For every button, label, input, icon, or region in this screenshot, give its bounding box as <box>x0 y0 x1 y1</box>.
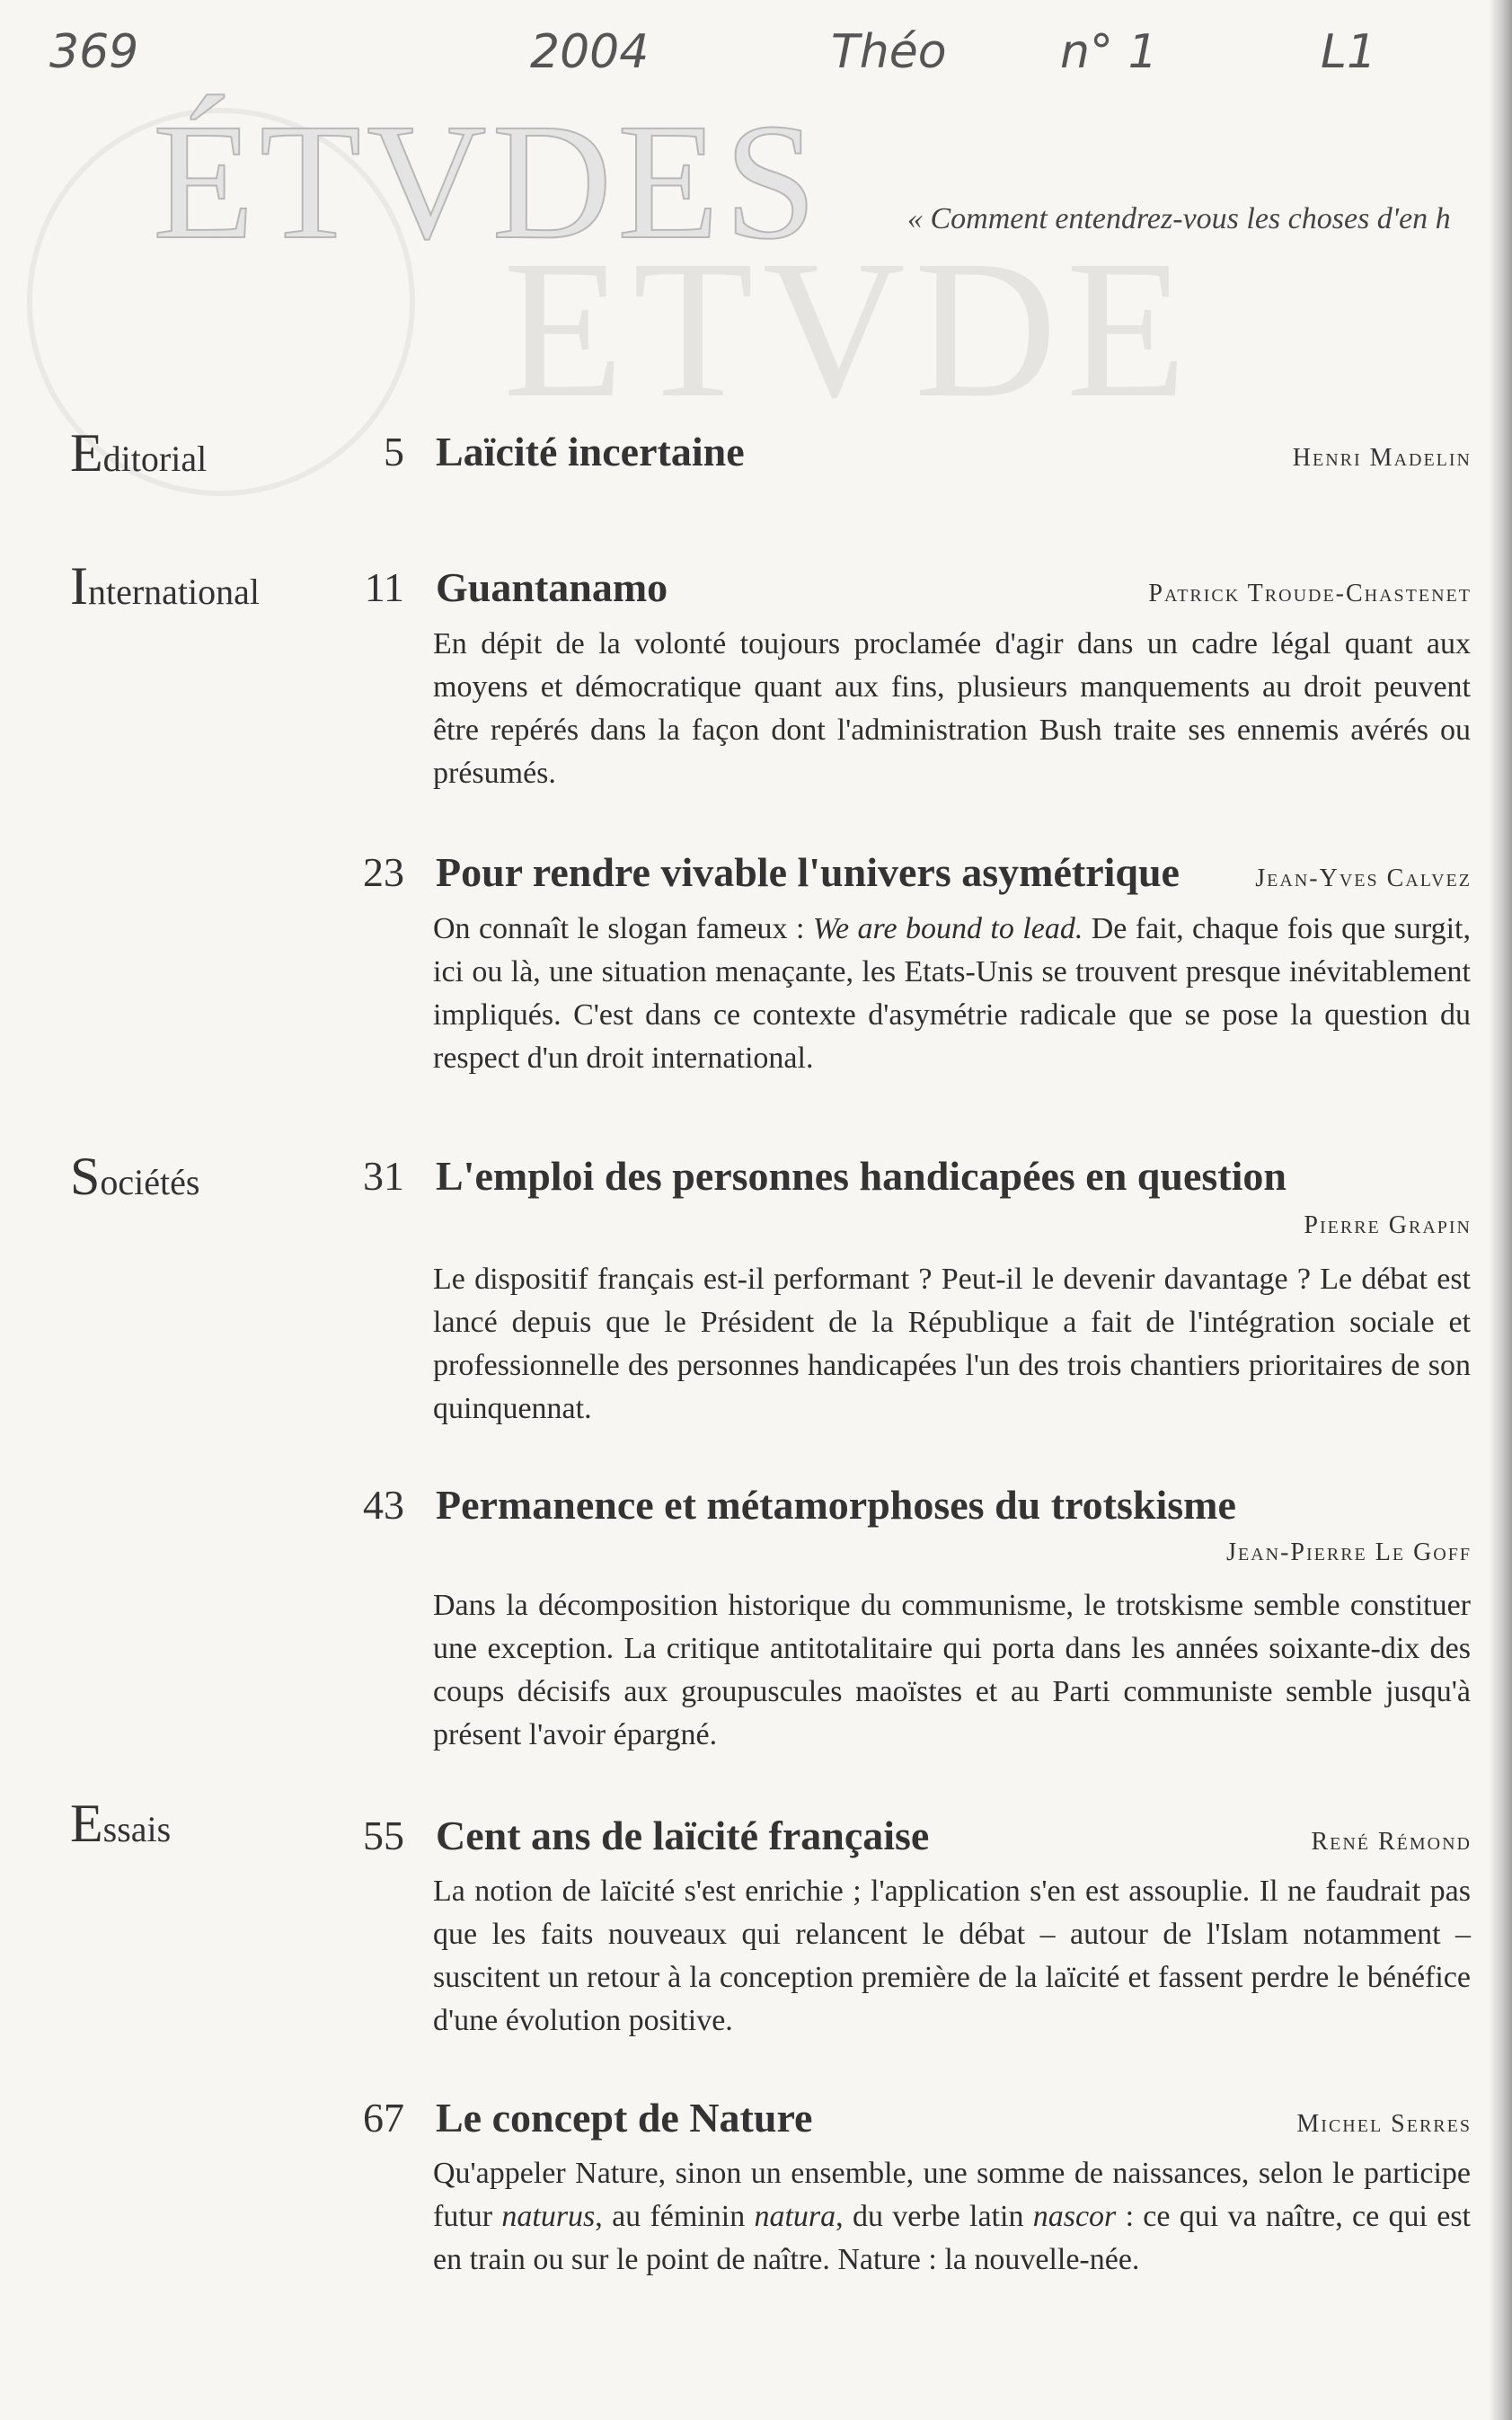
article-summary: En dépit de la volonté toujours proclamée d'agir dans un cadre légal quant aux moyens et démocratique quant aux fins, plusieurs manquements au droit peuvent être repérés dans la façon dont l'administration Bush traite ses ennemis avérés ou présumés. <box>433 627 1471 790</box>
handwritten-note-5: L1 <box>1321 25 1377 79</box>
summary-text: : ce qui va naître, ce qui est en train ou sur le point de naître. Nature : la nouvelle-née. <box>433 2200 1471 2276</box>
summary-text: , du verbe latin <box>836 2200 1033 2233</box>
article-author: Pierre Grapin <box>1304 1211 1472 1239</box>
summary-emphasis: natura <box>754 2200 836 2233</box>
section-label: ociétés <box>100 1162 200 1202</box>
summary-text: Qu'appeler Nature, sinon un ensemble, une somme de naissances, selon le participe futur <box>433 2157 1471 2233</box>
article-title: Laïcité incertaine <box>436 429 745 474</box>
article-title: Guantanamo <box>436 564 668 610</box>
bleed-through-text: ETVDE <box>503 219 1196 439</box>
article-summary: La notion de laïcité s'est enrichie ; l'application s'en est assouplie. Il ne faudrait pas que les faits nouveaux qui relancent le débat – autour de l'Islam notamment – suscitent un retour à la conception première de la laïcité et fassent perdre le bénéfice d'une évolution positive. <box>433 1875 1471 2037</box>
section-label: ssais <box>102 1809 172 1849</box>
page-number: 43 <box>363 1482 404 1528</box>
article-title: L'emploi des personnes handicapées en question <box>436 1153 1287 1199</box>
section-label: ditorial <box>102 439 208 479</box>
section-editorial <box>70 422 207 484</box>
summary-emphasis: naturus <box>501 2200 596 2233</box>
page-number: 67 <box>363 2095 404 2141</box>
article-summary: Le dispositif français est-il performant ? Peut-il le devenir davantage ? Le débat est lancé depuis que le Président de la République a fait de l'intégration sociale et professionnelle des personnes handicapées l'un des trois chantiers prioritaires de son quinquennat. <box>433 1263 1471 1425</box>
section-initial: I <box>70 556 88 616</box>
page-number: 11 <box>364 564 404 610</box>
masthead-quote: « Comment entendrez-vous les choses d'en h <box>907 202 1451 235</box>
section-societes <box>70 1146 199 1208</box>
masthead-logo: ÉTVDES <box>153 90 823 274</box>
article-summary <box>433 2152 1471 2282</box>
summary-emphasis: nascor <box>1032 2200 1117 2233</box>
section-initial: S <box>70 1147 101 1206</box>
summary-emphasis: We are bound to lead. <box>812 912 1083 945</box>
page-number: 23 <box>363 849 404 895</box>
handwritten-note-4: n° 1 <box>1060 25 1158 79</box>
handwritten-note-3: Théo <box>831 25 947 79</box>
article-author: Patrick Troude-Chastenet <box>1148 580 1472 607</box>
summary-text: , au féminin <box>595 2200 755 2233</box>
page-number: 31 <box>363 1153 404 1199</box>
article-author: Michel Serres <box>1296 2110 1472 2138</box>
summary-text: On connaît le slogan fameux : <box>433 912 813 945</box>
page-number: 5 <box>384 429 404 474</box>
article-title: Cent ans de laïcité française <box>436 1813 930 1858</box>
article-author: Jean-Pierre Le Goff <box>1226 1538 1472 1566</box>
handwritten-note-1: 369 <box>49 25 139 79</box>
article-summary <box>433 908 1471 1080</box>
article-title: Permanence et métamorphoses du trotskisme <box>436 1482 1236 1528</box>
page-number: 55 <box>363 1813 404 1858</box>
article-title: Pour rendre vivable l'univers asymétrique <box>436 849 1180 895</box>
summary-text: De fait, chaque fois que surgit, ici ou là, une situation menaçante, les Etats-Unis se trouvent presque inévitablement impliqués. C'est dans ce contexte d'asymétrie radicale que se pose la question du respect d'un droit international. <box>433 912 1471 1075</box>
article-title: Le concept de Nature <box>436 2095 813 2141</box>
article-author: Henri Madelin <box>1292 444 1472 472</box>
section-international <box>70 555 260 617</box>
article-summary: Dans la décomposition historique du communisme, le trotskisme semble constituer une exception. La critique antitotalitaire qui porta dans les années soixante-dix des coups décisifs aux groupuscules maoïstes et au Parti communiste semble jusqu'à présent l'avoir épargné. <box>433 1589 1471 1751</box>
article-author: René Rémond <box>1311 1828 1472 1856</box>
article-author: Jean-Yves Calvez <box>1255 864 1472 892</box>
scan-shadow-edge <box>1489 0 1512 2420</box>
handwritten-note-2: 2004 <box>530 25 650 79</box>
section-initial: E <box>70 423 103 483</box>
section-initial: E <box>70 1794 103 1853</box>
section-label: nternational <box>87 572 261 612</box>
section-essais <box>70 1793 171 1855</box>
